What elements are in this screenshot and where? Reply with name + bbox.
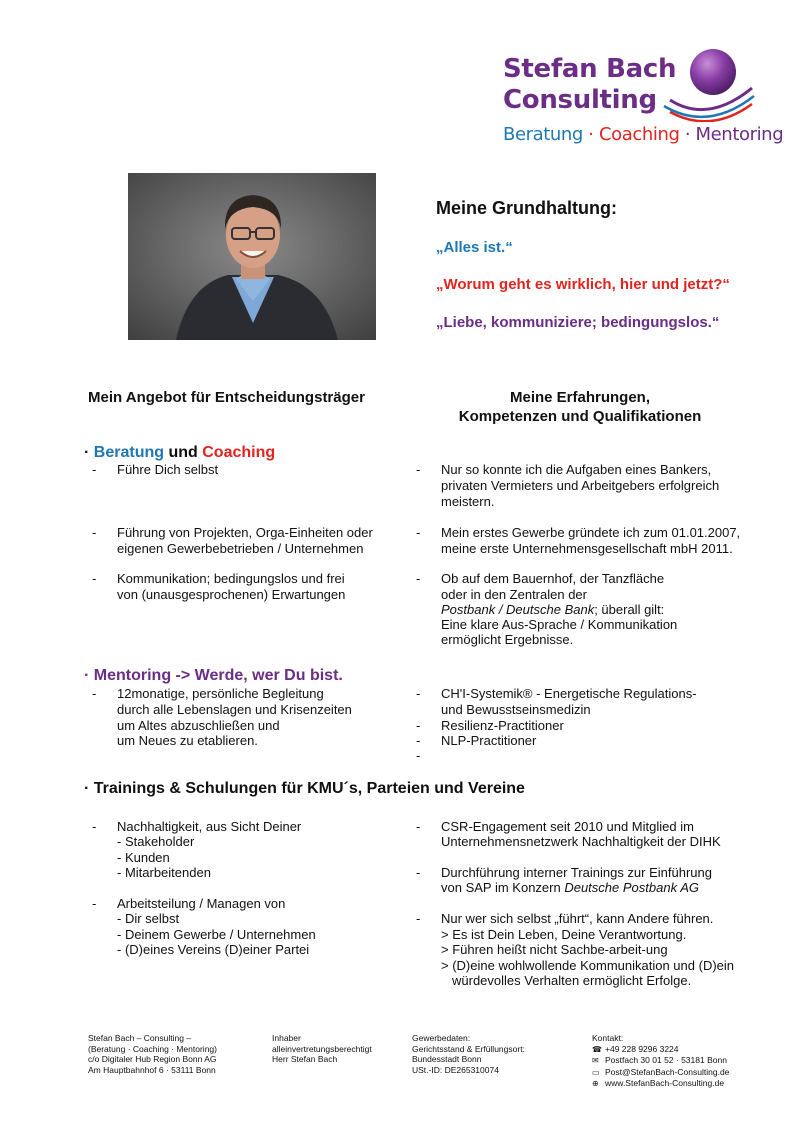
section-beratung: Beratung (93, 444, 165, 461)
logo-name-line2: Consulting (503, 85, 657, 115)
mailbox-icon: ✉ (592, 1056, 599, 1065)
footer-business-data: Gewerbedaten: Gerichtsstand & Erfüllungsort: Bundesstadt Bonn USt.-ID: DE265310074 (412, 1033, 525, 1075)
globe-icon: ⊕ (592, 1079, 599, 1088)
tagline-mentoring: Mentoring (695, 124, 784, 145)
footer-postfach: ✉ Postfach 30 01 52 · 53181 Bonn (592, 1055, 727, 1065)
tagline-beratung: Beratung (503, 124, 583, 145)
heading-erfahrungen-line2: Kompetenzen und Qualifikationen (458, 408, 702, 425)
logo-sphere-icon (656, 46, 756, 122)
quote-alles-ist: „Alles ist.“ (436, 239, 513, 256)
footer-contact (592, 1033, 729, 1090)
footer-owner: Inhaber alleinvertretungsberechtigt Herr Stefan Bach (272, 1033, 372, 1064)
email-icon: ▭ (592, 1067, 600, 1077)
quote-liebe: „Liebe, kommuniziere; bedingungslos.“ (436, 314, 720, 331)
tagline-coaching: Coaching (598, 124, 680, 145)
logo-tagline (503, 124, 783, 145)
footer-web[interactable]: ⊕ www.StefanBach-Consulting.de (592, 1078, 725, 1088)
section-mentoring: · Mentoring -> Werde, wer Du bist. (84, 667, 343, 684)
section-beratung-coaching (84, 444, 275, 462)
section-und: und (168, 444, 198, 461)
footer-email[interactable]: ▭ Post@StefanBach-Consulting.de (592, 1066, 730, 1077)
portrait-photo (128, 173, 376, 340)
section-bullet: · (84, 444, 90, 461)
section-trainings: · Trainings & Schulungen für KMU´s, Parteien und Vereine (84, 780, 525, 797)
heading-angebot: Mein Angebot für Entscheidungsträger (88, 389, 365, 406)
footer-contact-title: Kontakt: (592, 1033, 624, 1043)
tagline-separator: · (588, 124, 594, 145)
heading-erfahrungen-line1: Meine Erfahrungen, (509, 389, 651, 406)
footer-phone: ☎ +49 228 9296 3224 (592, 1043, 679, 1054)
quote-worum-geht-es: „Worum geht es wirklich, hier und jetzt?“ (436, 276, 730, 293)
section-coaching: Coaching (202, 444, 276, 461)
grundhaltung-title: Meine Grundhaltung: (436, 198, 617, 218)
phone-icon: ☎ (592, 1044, 602, 1054)
logo-name-line1: Stefan Bach (503, 54, 677, 84)
footer-company: Stefan Bach – Consulting – (Beratung · Coaching · Mentoring) c/o Digitaler Hub Region Bonn AG Am Hauptbahnhof 6 · 53111 Bonn (88, 1033, 217, 1075)
tagline-separator: · (684, 124, 691, 145)
